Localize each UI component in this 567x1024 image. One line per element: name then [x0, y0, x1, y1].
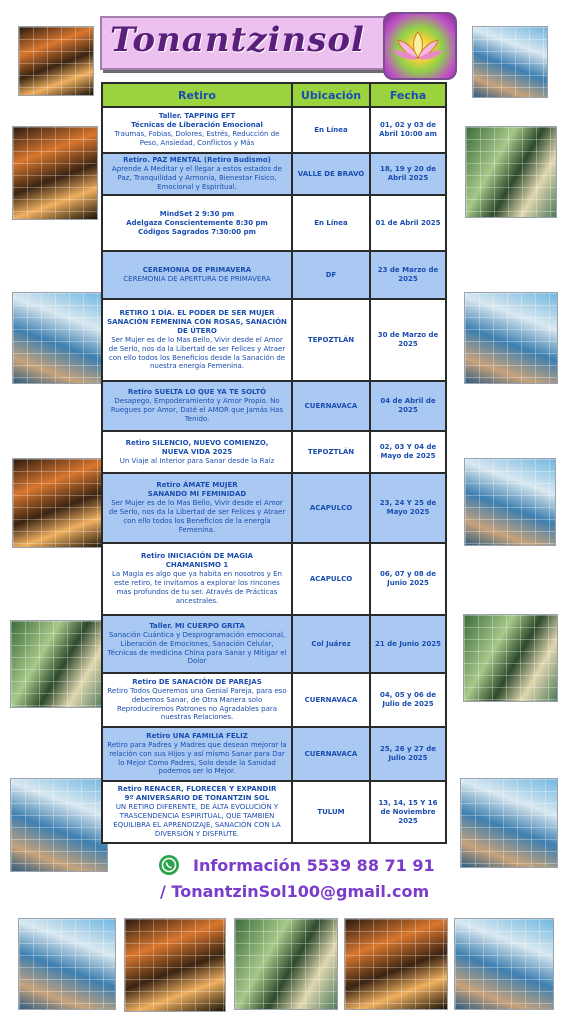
photo-collage-bottom-1 [18, 918, 116, 1010]
retiro-cell [102, 615, 292, 673]
retiro-description: Ser Mujer es de lo Mas Bello, Vivir desde el Amor de Serlo, nos da la Libertad de ser Felices y Atraer con ello todos los Beneficios de la energía Femenina. [108, 499, 286, 534]
fecha-cell: 01 de Abril 2025 [370, 195, 446, 251]
photo-collage-left-4 [10, 620, 104, 708]
table-row [102, 251, 446, 299]
retiro-cell [102, 299, 292, 381]
retiro-title: NUEVA VIDA 2025 [161, 447, 233, 456]
ubicacion-cell: TULUM [292, 781, 370, 843]
retiro-cell [102, 543, 292, 615]
photo-collage-left-1 [12, 126, 98, 220]
fecha-cell: 06, 07 y 08 de Junio 2025 [370, 543, 446, 615]
fecha-cell: 01, 02 y 03 de Abril 10:00 am [370, 107, 446, 153]
photo-collage-right-3 [464, 458, 556, 546]
photo-collage-top-left [18, 26, 94, 96]
photo-collage-top-right [472, 26, 548, 98]
retreat-schedule-table [101, 82, 447, 844]
ubicacion-cell: ACAPULCO [292, 543, 370, 615]
photo-collage-bottom-4 [344, 918, 448, 1010]
ubicacion-cell: TEPOZTLÁN [292, 299, 370, 381]
retiro-title: CEREMONIA DE PRIMAVERA [142, 266, 252, 275]
table-row [102, 299, 446, 381]
fecha-cell: 21 de Junio 2025 [370, 615, 446, 673]
retiro-title: Taller. TAPPING EFT [158, 112, 236, 121]
retiro-title: Retiro UNA FAMILIA FELIZ [146, 731, 248, 740]
photo-collage-bottom-5 [454, 918, 554, 1010]
retiro-title: Retiro SUELTA LO QUE YA TE SOLTÓ [127, 388, 267, 397]
retiro-title: Técnicas de Liberación Emocional [131, 121, 263, 130]
table-row [102, 615, 446, 673]
fecha-cell: 23, 24 Y 25 de Mayo 2025 [370, 473, 446, 543]
retiro-description: Aprende A Meditar y el llegar a estos estados de Paz, Tranquilidad y Armonía, Bienestar Físico, Emocional y Espiritual. [111, 165, 283, 191]
retiro-title: Adelgaza Conscientemente 8:30 pm [126, 218, 268, 227]
photo-collage-bottom-2 [124, 918, 226, 1012]
table-header-row [102, 83, 446, 107]
retiro-title: Retiro SILENCIO, NUEVO COMIENZO, [125, 438, 269, 447]
retiro-title: RETIRO 1 DÍA. EL PODER DE SER MUJER [119, 308, 275, 317]
fecha-cell: 02, 03 Y 04 de Mayo de 2025 [370, 431, 446, 473]
retiro-title: Códigos Sagrados 7:30:00 pm [138, 227, 256, 236]
table-row [102, 153, 446, 195]
ubicacion-cell: ACAPULCO [292, 473, 370, 543]
table-row [102, 727, 446, 781]
fecha-cell: 23 de Marzo de 2025 [370, 251, 446, 299]
retiro-title: Retiro RENACER, FLORECER Y EXPANDIR [117, 785, 277, 794]
retiro-title: Retiro DE SANACIÓN DE PAREJAS [132, 677, 262, 686]
retiro-cell [102, 251, 292, 299]
retiro-title: Retiro ÁMATE MUJER [156, 481, 238, 490]
retiro-description: Retiro para Padres y Madres que desean mejorar la relación con sus Hijos y así mismo Sanar para Dar lo Mejor Como Padres, Solo desde la Sanidad podemos ser lo Mejor. [107, 740, 287, 776]
table-row [102, 107, 446, 153]
retiro-cell [102, 673, 292, 727]
page-title: Tonantzinsol [110, 20, 365, 60]
retiro-cell [102, 153, 292, 195]
ubicacion-cell: CUERNAVACA [292, 727, 370, 781]
photo-collage-left-5 [10, 778, 108, 872]
retiro-title: 9º ANIVERSARIO DE TONANTZIN SOL [124, 794, 270, 803]
ubicacion-cell: DF [292, 251, 370, 299]
ubicacion-cell: En Línea [292, 195, 370, 251]
retiro-title: CHAMANISMO 1 [165, 561, 229, 570]
contact-email: / TonantzinSol100@gmail.com [160, 882, 430, 901]
photo-collage-left-2 [12, 292, 102, 384]
whatsapp-icon [158, 854, 180, 876]
photo-collage-right-2 [464, 292, 558, 384]
retiro-description: La Magia es algo que ya habita en nosotros y En este retiro, te invitamos a explorar los rincones mas profundos de tu ser. Através de Prácticas ancestrales. [112, 570, 282, 605]
retiro-description: CEREMONIA DE APERTURA DE PRIMAVERA [123, 275, 271, 284]
photo-collage-right-4 [463, 614, 558, 702]
ubicacion-cell: VALLE DE BRAVO [292, 153, 370, 195]
fecha-cell: 18, 19 y 20 de Abril 2025 [370, 153, 446, 195]
retiro-title: Retiro. PAZ MENTAL (Retiro Budismo) [123, 156, 271, 165]
table-row [102, 673, 446, 727]
retiro-cell [102, 195, 292, 251]
retiro-title: SANACIÓN FEMENINA CON ROSAS, SANACIÓN DE ÚTERO [107, 317, 287, 335]
fecha-cell: 04 de Abril de 2025 [370, 381, 446, 431]
ubicacion-cell: CUERNAVACA [292, 381, 370, 431]
photo-collage-bottom-3 [234, 918, 338, 1010]
ubicacion-cell: TEPOZTLÁN [292, 431, 370, 473]
retiro-description: Desapego, Empoderamiento y Amor Propio. No Ruegues por Amor, Daté el AMOR que Jamás Has Tenido. [110, 397, 284, 423]
ubicacion-cell: En Línea [292, 107, 370, 153]
retiro-description: Un Viaje al Interior para Sanar desde la Raíz [119, 456, 275, 465]
retiro-title: SANANDO MI FEMINIDAD [147, 490, 247, 499]
ubicacion-cell: Col Juárez [292, 615, 370, 673]
retiro-title: Taller. MI CUERPO GRITA [149, 621, 245, 630]
fecha-cell: 13, 14, 15 Y 16 de Noviembre 2025 [370, 781, 446, 843]
contact-phone: Información 5539 88 71 91 [193, 856, 435, 875]
retiro-cell [102, 781, 292, 843]
table-row [102, 473, 446, 543]
retiro-description: Retiro Todos Queremos una Genial Pareja, para eso debemos Sanar, de Otra Manera solo Reproduciremos Patrones no Agradables para nuestras Relaciones. [107, 686, 287, 722]
table-row [102, 781, 446, 843]
lotus-icon [392, 28, 444, 62]
retiro-description: Traumas, Fobias, Dolores, Estrés, Reducción de Peso, Ansiedad, Conflictos y Más [114, 130, 280, 147]
retiro-cell [102, 431, 292, 473]
retiro-cell [102, 381, 292, 431]
retiro-title: MindSet 2 9:30 pm [159, 209, 235, 218]
retiro-description: UN RETIRO DIFERENTE, DE ALTA EVOLUCIÓN Y TRASCENDENCIA ESPIRITUAL, QUE TAMBIÉN EQUILIBRA EL APRENDIZAJE, SANACIÓN CON LA DIVERSIÓN Y DISFRUTE. [113, 803, 281, 838]
retiro-cell [102, 107, 292, 153]
fecha-cell: 04, 05 y 06 de Julio de 2025 [370, 673, 446, 727]
photo-collage-right-1 [465, 126, 557, 218]
retiro-cell [102, 473, 292, 543]
table-row [102, 195, 446, 251]
column-header-fecha: Fecha [370, 83, 446, 107]
photo-collage-right-5 [460, 778, 558, 868]
column-header-retiro: Retiro [102, 83, 292, 107]
retiro-description: Ser Mujer es de lo Mas Bello, Vivir desde el Amor de Serlo, nos da la Libertad de ser Felices y Atraer con ello todos los Beneficios desde la Sanación de nuestra energía Femenina. [108, 335, 286, 371]
photo-collage-left-3 [12, 458, 104, 548]
column-header-ubicacion: Ubicación [292, 83, 370, 107]
ubicacion-cell: CUERNAVACA [292, 673, 370, 727]
fecha-cell: 25, 26 y 27 de Julio 2025 [370, 727, 446, 781]
table-row [102, 381, 446, 431]
table-row [102, 431, 446, 473]
retiro-cell [102, 727, 292, 781]
table-row [102, 543, 446, 615]
retiro-title: Retiro INICIACIÓN DE MAGIA [141, 552, 253, 561]
fecha-cell: 30 de Marzo de 2025 [370, 299, 446, 381]
retiro-description: Sanación Cuántica y Desprogramación emocional, Liberación de Emociones, Sanación Celular, Técnicas de medicina China para Sanar y Mitigar el Dolor [107, 630, 287, 666]
